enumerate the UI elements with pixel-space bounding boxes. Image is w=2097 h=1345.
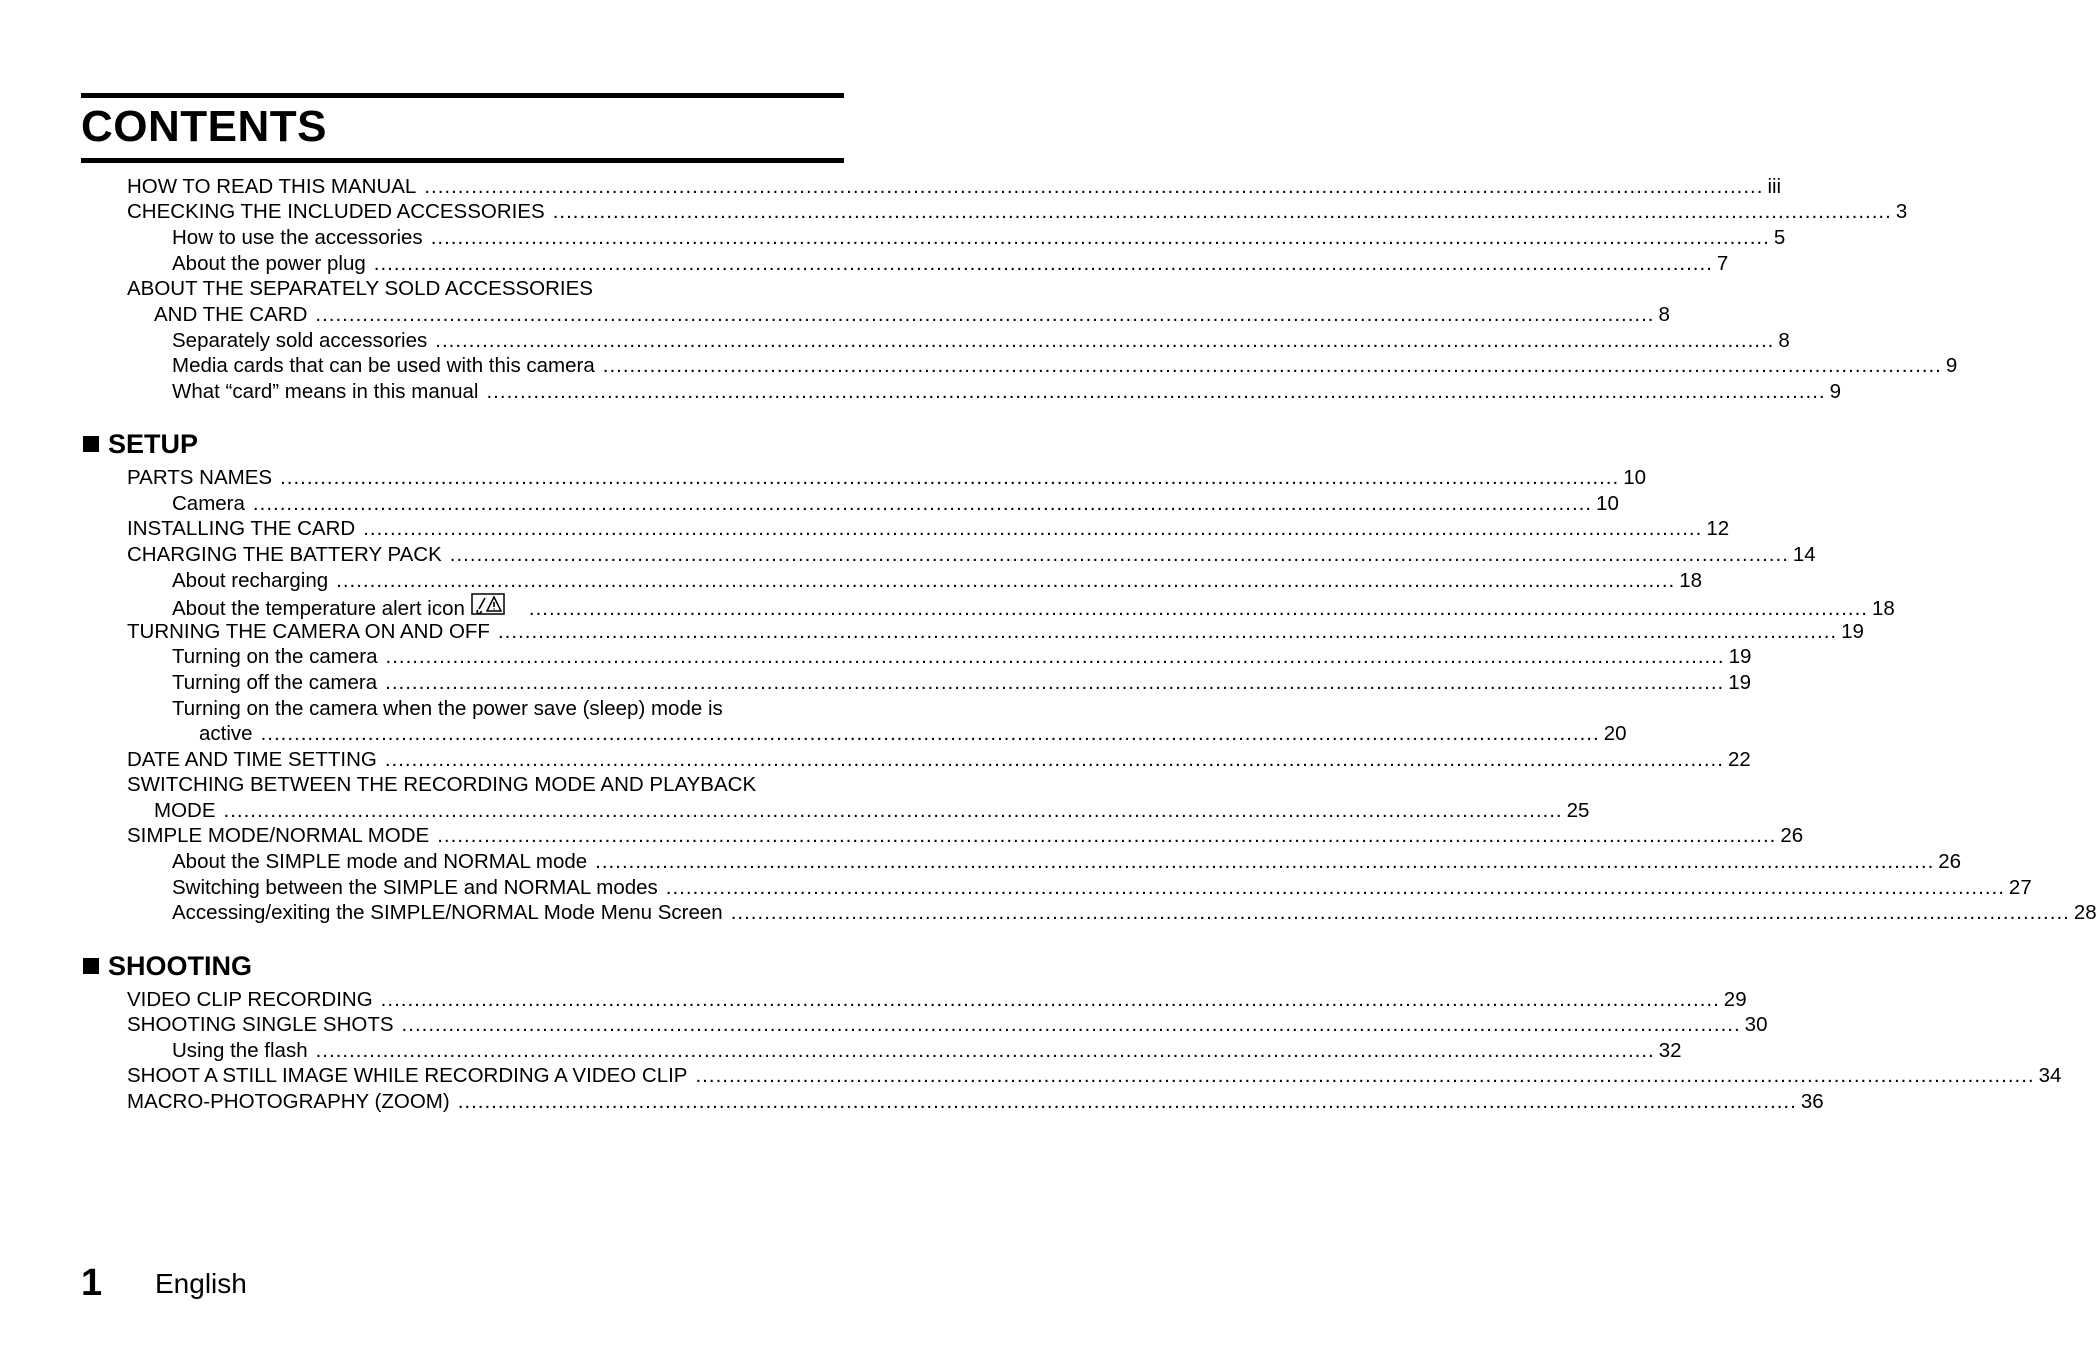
toc-entry[interactable]: [127, 465, 1646, 491]
toc-entry-page: 28: [2073, 901, 2097, 924]
toc-entry[interactable]: [127, 772, 844, 798]
toc-entry[interactable]: [127, 199, 1908, 225]
toc-entry-title: Separately sold accessories: [172, 329, 428, 352]
toc-entry-title: DATE AND TIME SETTING: [127, 748, 377, 771]
toc-leader-dots: ........................................................................................................................................................................................................: [595, 850, 1935, 873]
toc-entry-page: 22: [1727, 748, 1751, 771]
toc-leader-dots: ........................................................................................................................................................................................................: [435, 329, 1775, 352]
toc-entry-title: Accessing/exiting the SIMPLE/NORMAL Mode Menu Screen: [172, 901, 723, 924]
toc-entry-title: CHARGING THE BATTERY PACK: [127, 543, 442, 566]
toc-entry[interactable]: [172, 225, 1786, 251]
toc-entry[interactable]: [172, 696, 844, 722]
toc-entry-page: 8: [1778, 329, 1790, 352]
toc-leader-dots: ........................................................................................................................................................................................................: [315, 303, 1655, 326]
toc-entry-title: About recharging: [172, 569, 329, 592]
toc-entry-page: 3: [1895, 200, 1908, 223]
toc-entry[interactable]: [127, 1089, 1824, 1115]
toc-leader-dots: ........................................................................................................................................................................................................: [223, 799, 1563, 822]
toc-entry[interactable]: [172, 644, 1752, 670]
toc-leader-dots: ........................................................................................................................................................................................................: [665, 876, 2005, 899]
toc-entry[interactable]: [172, 849, 1962, 875]
toc-leader-dots: ........................................................................................................................................................................................................: [457, 1090, 1797, 1113]
toc-entry-title: AND THE CARD: [154, 303, 308, 326]
toc-entry-page: 8: [1658, 303, 1670, 326]
toc-leader-dots: ........................................................................................................................................................................................................: [384, 748, 1724, 771]
language-label: English: [155, 1268, 247, 1299]
title-rule-bottom: [81, 158, 844, 163]
section-heading-shooting: [83, 950, 252, 982]
toc-leader-dots: ........................................................................................................................................................................................................: [385, 671, 1725, 694]
toc-entry-title: About the temperature alert icon: [172, 597, 465, 620]
toc-entry-title: SIMPLE MODE/NORMAL MODE: [127, 824, 430, 847]
toc-entry[interactable]: [127, 516, 1730, 542]
toc-leader-dots: ........................................................................................................................................................................................................: [602, 354, 1942, 377]
toc-entry-title: Using the flash: [172, 1039, 308, 1062]
toc-entry-title: SHOOTING SINGLE SHOTS: [127, 1013, 394, 1036]
toc-entry[interactable]: [127, 276, 844, 302]
toc-leader-dots: ........................................................................................................................................................................................................: [373, 252, 1713, 275]
toc-entry-title: HOW TO READ THIS MANUAL: [127, 175, 417, 198]
toc-leader-dots: ........................................................................................................................................................................................................: [380, 988, 1720, 1011]
toc-entry-title: SWITCHING BETWEEN THE RECORDING MODE AND PLAYBACK: [127, 773, 757, 796]
toc-entry[interactable]: [127, 747, 1751, 773]
toc-entry-title: PARTS NAMES: [127, 466, 273, 489]
toc-entry-page: 32: [1658, 1039, 1682, 1062]
section-heading-setup: [83, 428, 198, 460]
toc-entry[interactable]: [172, 1038, 1682, 1064]
toc-entry[interactable]: [172, 875, 2032, 901]
toc-entry-title: MACRO-PHOTOGRAPHY (ZOOM): [127, 1090, 450, 1113]
toc-entry-title: Turning off the camera: [172, 671, 378, 694]
toc-entry[interactable]: [172, 593, 1895, 620]
toc-leader-dots: ........................................................................................................................................................................................................: [363, 517, 1703, 540]
temperature-alert-icon: [471, 593, 505, 622]
toc-leader-dots: ........................................................................................................................................................................................................: [336, 569, 1676, 592]
toc-entry-page: 36: [1800, 1090, 1824, 1113]
toc-leader-dots: ........................................................................................................................................................................................................: [385, 645, 1725, 668]
toc-entry[interactable]: [127, 619, 1864, 645]
toc-entry-page: 19: [1841, 620, 1864, 643]
toc-entry-page: 18: [1872, 597, 1895, 620]
toc-leader-dots: ........................................................................................................................................................................................................: [552, 200, 1892, 223]
toc-entry[interactable]: [172, 568, 1703, 594]
toc-entry-page: 5: [1773, 226, 1786, 249]
toc-entry-page: 10: [1596, 492, 1619, 515]
square-bullet-icon: [83, 436, 99, 452]
toc-entry-title: Turning on the camera when the power save (sleep) mode is: [172, 697, 723, 720]
toc-leader-dots: ........................................................................................................................................................................................................: [401, 1013, 1741, 1036]
toc-entry-page: 34: [2038, 1064, 2062, 1087]
toc-entry[interactable]: [172, 251, 1729, 277]
square-bullet-icon: [83, 958, 99, 974]
toc-entry-title: INSTALLING THE CARD: [127, 517, 356, 540]
toc-leader-dots: ........................................................................................................................................................................................................: [260, 722, 1600, 745]
toc-entry-page: 19: [1728, 671, 1752, 694]
toc-entry-title: Camera: [172, 492, 245, 515]
toc-entry[interactable]: [172, 670, 1752, 696]
page-title: CONTENTS: [81, 102, 327, 151]
toc-entry-page: iii: [1767, 175, 1782, 198]
toc-leader-dots: ........................................................................................................................................................................................................: [437, 824, 1777, 847]
toc-entry[interactable]: [172, 379, 1842, 405]
toc-entry-page: 14: [1792, 543, 1816, 566]
toc-entry[interactable]: [127, 174, 1782, 200]
toc-leader-dots: ........................................................................................................................................................................................................: [430, 226, 1770, 249]
toc-entry-title: VIDEO CLIP RECORDING: [127, 988, 373, 1011]
section-heading-label: SETUP: [108, 429, 199, 459]
toc-entry-title: CHECKING THE INCLUDED ACCESSORIES: [127, 200, 545, 223]
toc-entry-page: 26: [1780, 824, 1804, 847]
toc-leader-dots: ........................................................................................................................................................................................................: [424, 175, 1764, 198]
toc-entry-page: 7: [1716, 252, 1729, 275]
toc-entry-title: TURNING THE CAMERA ON AND OFF: [127, 620, 490, 643]
toc-entry-page: 19: [1728, 645, 1752, 668]
toc-entry-page: 27: [2008, 876, 2032, 899]
toc-entry-title: How to use the accessories: [172, 226, 423, 249]
title-rule-top: [81, 93, 844, 98]
toc-entry-page: 9: [1829, 380, 1842, 403]
toc-entry-title: ABOUT THE SEPARATELY SOLD ACCESSORIES: [127, 277, 593, 300]
toc-leader-dots: ........................................................................................................................................................................................................: [486, 380, 1826, 403]
toc-entry-title: Media cards that can be used with this camera: [172, 354, 595, 377]
toc-entry[interactable]: [172, 491, 1619, 517]
toc-leader-dots: ........................................................................................................................................................................................................: [252, 492, 1593, 515]
toc-leader-dots: ........................................................................................................................................................................................................: [497, 620, 1838, 643]
toc-leader-dots: ........................................................................................................................................................................................................: [449, 543, 1789, 566]
toc-entry[interactable]: [127, 1012, 1768, 1038]
toc-entry[interactable]: [172, 328, 1790, 354]
toc-entry-title: Turning on the camera: [172, 645, 378, 668]
toc-entry-page: 18: [1679, 569, 1703, 592]
toc-entry-page: 20: [1603, 722, 1627, 745]
toc-leader-dots: ........................................................................................................................................................................................................: [315, 1039, 1655, 1062]
toc-entry-page: 25: [1566, 799, 1590, 822]
toc-entry[interactable]: [127, 987, 1747, 1013]
toc-entry[interactable]: [127, 1063, 2062, 1089]
toc-entry[interactable]: [154, 302, 1670, 328]
toc-entry-page: 30: [1744, 1013, 1768, 1036]
toc-entry-title: active: [199, 722, 253, 745]
toc-entry[interactable]: [127, 542, 1816, 568]
toc-entry-page: 29: [1723, 988, 1747, 1011]
toc-entry-title: Switching between the SIMPLE and NORMAL modes: [172, 876, 658, 899]
toc-leader-dots: ........................................................................................................................................................................................................: [695, 1064, 2035, 1087]
toc-entry[interactable]: [154, 798, 1590, 824]
toc-entry-title: About the power plug: [172, 252, 366, 275]
toc-entry[interactable]: [172, 900, 2097, 926]
toc-entry-title: SHOOT A STILL IMAGE WHILE RECORDING A VIDEO CLIP: [127, 1064, 688, 1087]
toc-entry-page: 12: [1706, 517, 1730, 540]
toc-leader-dots: ........................................................................................................................................................................................................: [528, 597, 1868, 620]
toc-entry-page: 9: [1945, 354, 1958, 377]
toc-entry-title: About the SIMPLE mode and NORMAL mode: [172, 850, 588, 873]
toc-entry[interactable]: [199, 721, 1627, 747]
toc-entry-page: 10: [1623, 466, 1646, 489]
page-number: 1: [81, 1262, 103, 1304]
toc-entry[interactable]: [172, 353, 1958, 379]
toc-entry[interactable]: [127, 823, 1804, 849]
toc-entry-title: MODE: [154, 799, 216, 822]
section-heading-label: SHOOTING: [108, 951, 253, 981]
toc-leader-dots: ........................................................................................................................................................................................................: [280, 466, 1620, 489]
toc-entry-page: 26: [1938, 850, 1962, 873]
toc-leader-dots: ........................................................................................................................................................................................................: [730, 901, 2070, 924]
toc-entry-title: What “card” means in this manual: [172, 380, 479, 403]
